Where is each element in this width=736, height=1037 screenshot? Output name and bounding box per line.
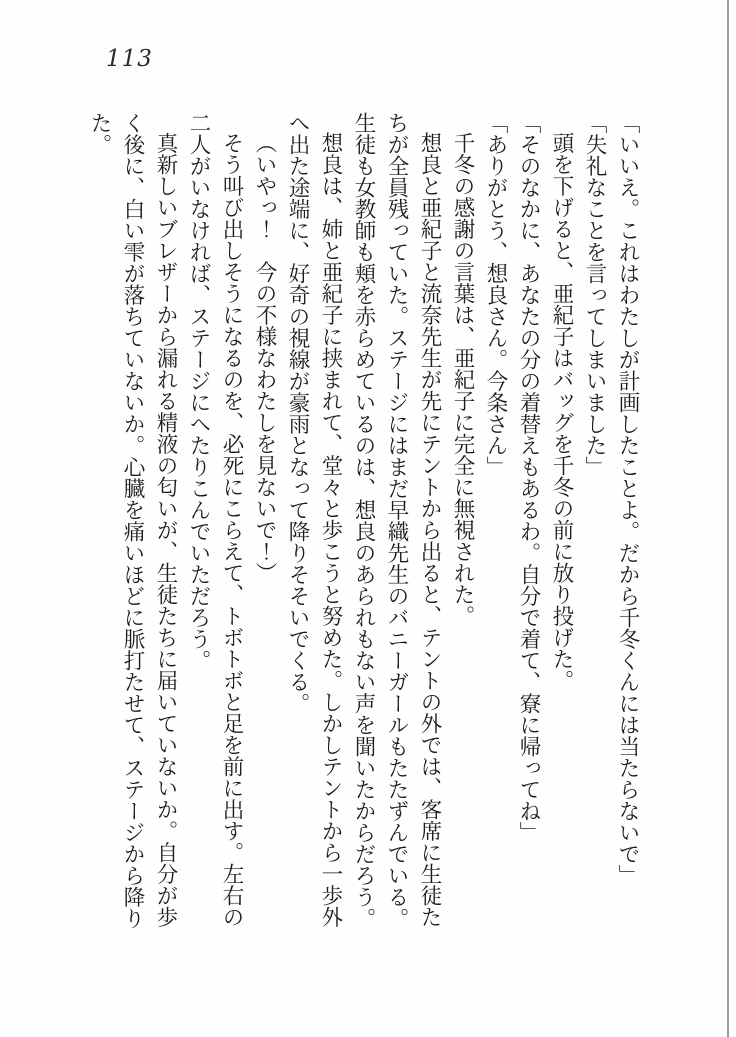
vertical-text-block: [83, 112, 644, 952]
text-column-9: 生徒も女教師も頬を赤らめているのは、想良のあられもない声を聞いたからだろう。: [351, 112, 376, 929]
text-column-3: 頭を下げると、亜紀子はバッグを千冬の前に放り投げた。: [549, 132, 574, 691]
text-column-10: 想良は、姉と亜紀子に挟まれて、堂々と歩こうと努めた。しかしテントから一歩外: [318, 132, 343, 928]
page-number: 113: [106, 46, 153, 72]
text-column-15: 真新しいブレザーから漏れる精液の匂いが、生徒たちに届いていないか。自分が歩: [153, 132, 178, 928]
text-column-16: く後に、白い雫が落ちていないか。心臓を痛いほどに脈打たせて、ステージから降り: [120, 112, 145, 929]
text-column-6: 千冬の感謝の言葉は、亜紀子に完全に無視された。: [450, 132, 475, 627]
text-column-5: 「ありがとう、想良さん。今条さん」: [483, 112, 508, 478]
text-column-11: へ出た途端に、好奇の視線が豪雨となって降りそそいでくる。: [285, 112, 310, 714]
text-column-1: 「いいえ。これはわたしが計画したことよ。だから千冬くんには当たらないで」: [615, 112, 640, 886]
text-column-8: ちが全員残っていた。ステージにはまだ早織先生のバニーガールもたたずんでいる。: [384, 112, 409, 929]
page-edge-line: [727, 0, 729, 1037]
text-column-7: 想良と亜紀子と流奈先生が先にテントから出ると、テントの外では、客席に生徒た: [417, 132, 442, 928]
text-column-17: た。: [87, 112, 112, 155]
text-column-2: 「失礼なことを言ってしまいました」: [582, 112, 607, 478]
text-column-13: そう叫び出しそうになるのを、必死にこらえて、トボトボと足を前に出す。左右の: [219, 132, 244, 928]
text-column-4: 「そのなかに、あなたの分の着替えもあるわ。自分で着て、寮に帰ってね」: [516, 112, 541, 843]
text-column-12: （いやっ！ 今の不様なわたしを見ないで！）: [252, 132, 277, 584]
text-column-14: 二人がいなければ、ステージにへたりこんでいただろう。: [186, 112, 211, 671]
